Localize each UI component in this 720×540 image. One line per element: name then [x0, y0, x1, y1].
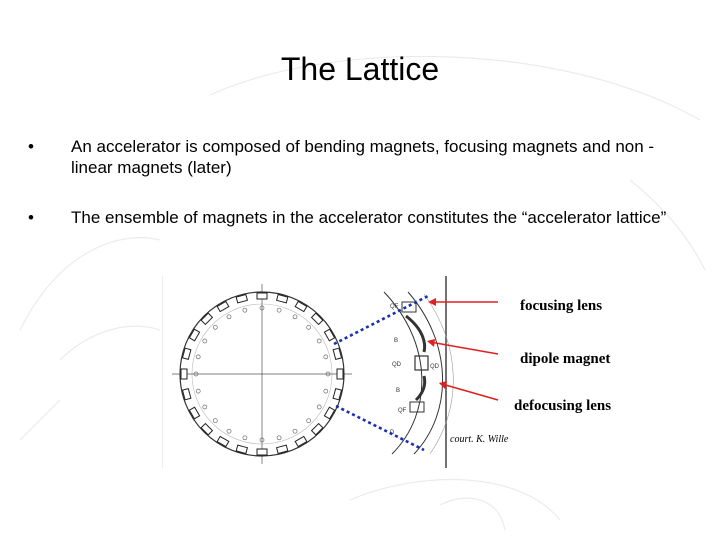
ring-magnet-block: [257, 449, 267, 455]
bullet-marker: •: [28, 208, 34, 227]
ring-magnet-block: [181, 369, 187, 379]
bullet-text: An accelerator is composed of bending magnets, focusing magnets and non -linear magnets (later): [71, 137, 655, 177]
ring-magnet-block: [337, 369, 343, 379]
ring-magnet-block: [257, 293, 267, 299]
label-focusing-lens: focusing lens: [520, 298, 603, 314]
label-defocusing-lens: defocusing lens: [514, 398, 612, 414]
magnet-label: QF: [390, 304, 399, 310]
magnet-label: QD: [430, 364, 439, 370]
bullet-text: The ensemble of magnets in the accelerator constitutes the “accelerator lattice”: [71, 208, 667, 227]
figure-credit: court. K. Wille: [450, 434, 509, 445]
lattice-figure: [162, 272, 632, 468]
magnet-label: B: [394, 338, 399, 344]
slide-title: The Lattice: [280, 51, 440, 87]
magnet-label: D: [390, 430, 395, 436]
magnet-label: B: [396, 388, 401, 394]
label-dipole-magnet: dipole magnet: [520, 351, 611, 367]
bullet-marker: •: [28, 137, 34, 156]
magnet-label: QF: [398, 408, 407, 414]
magnet-label: QD: [392, 362, 401, 368]
bullet-item: [28, 207, 688, 228]
bullet-item: [28, 136, 688, 178]
